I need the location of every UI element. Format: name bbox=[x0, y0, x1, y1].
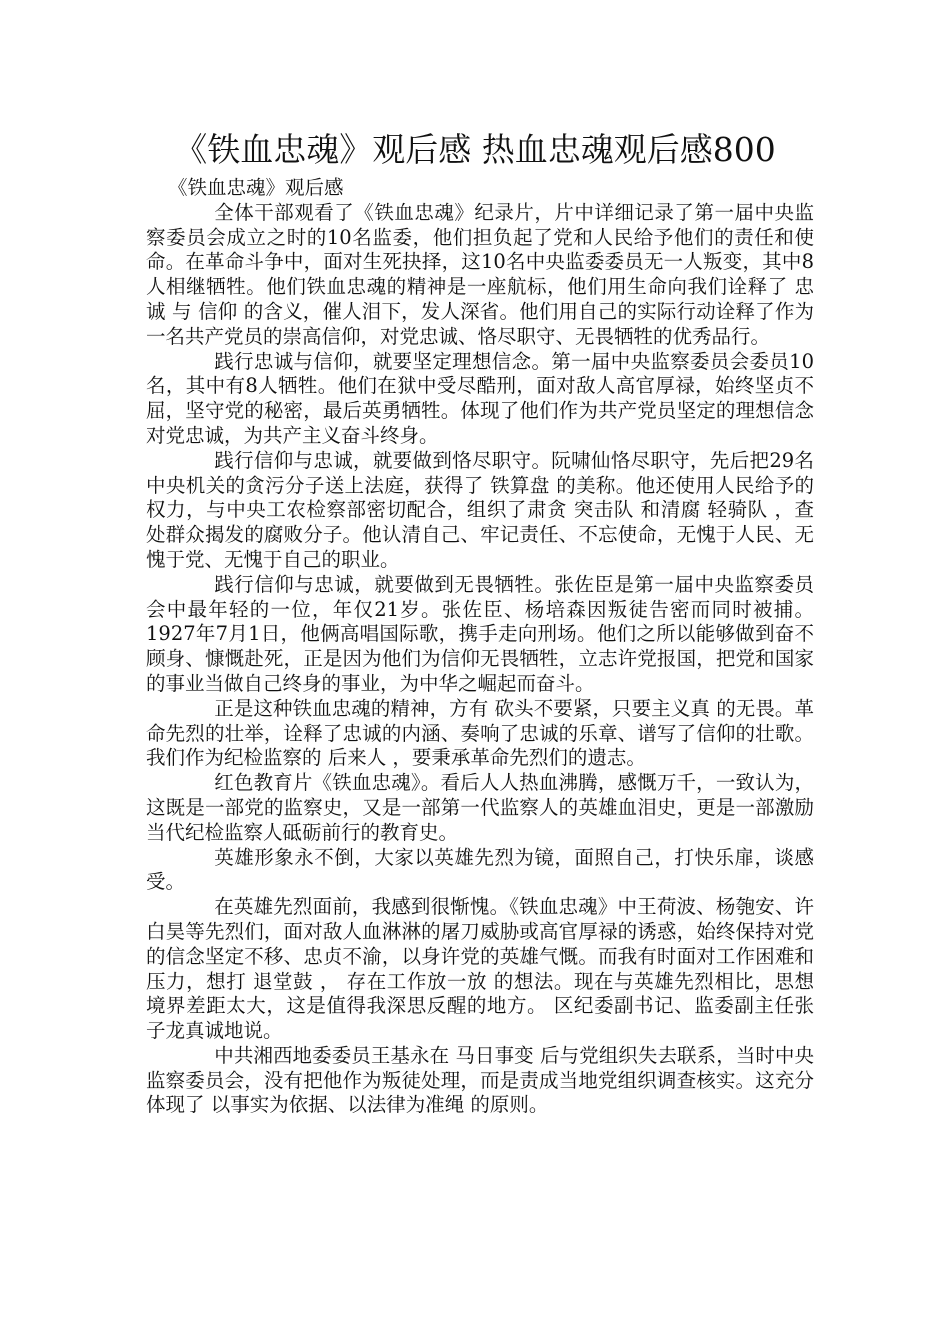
article-subtitle: 《铁血忠魂》观后感 bbox=[168, 176, 344, 199]
paragraph-6: 红色教育片《铁血忠魂》。看后人人热血沸腾，感慨万千，一致认为，这既是一部党的监察史，又是一部第一代监察人的英雄血泪史，更是一部激励当代纪检监察人砥砺前行的教育史。 bbox=[146, 771, 814, 844]
paragraph-3: 践行信仰与忠诚，就要做到恪尽职守。阮啸仙恪尽职守，先后把29名中央机关的贪污分子送上法庭，获得了 铁算盘 的美称。他还使用人民给予的权力，与中央工农检察部密切配合，组织了肃贪 突击队 和清腐 轻骑队 ，查处群众揭发的腐败分子。他认清自己、牢记责任、不忘使命，无愧于人民、无愧于党、无愧于自己的职业。 bbox=[146, 448, 814, 571]
paragraph-9: 中共湘西地委委员王基永在 马日事变 后与党组织失去联系，当时中央监察委员会，没有把他作为叛徒处理，而是责成当地党组织调查核实。这充分体现了 以事实为依据、以法律为准绳 的原则。 bbox=[146, 1043, 814, 1117]
paragraph-2: 践行忠诚与信仰，就要坚定理想信念。第一届中央监察委员会委员10名，其中有8人牺牲。他们在狱中受尽酷刑，面对敌人高官厚禄，始终坚贞不屈，坚守党的秘密，最后英勇牺牲。体现了他们作为共产党员坚定的理想信念 对党忠诚，为共产主义奋斗终身。 bbox=[146, 349, 814, 447]
page-title: 《铁血忠魂》观后感 热血忠魂观后感800 bbox=[174, 130, 776, 169]
paragraph-4: 践行信仰与忠诚，就要做到无畏牺牲。张佐臣是第一届中央监察委员会中最年轻的一位，年仅21岁。张佐臣、杨培森因叛徒告密而同时被捕。1927年7月1日，他俩高唱国际歌，携手走向刑场。他们之所以能够做到奋不顾身、慷慨赴死，正是因为他们为信仰无畏牺牲，立志许党报国，把党和国家的事业当做自己终身的事业，为中华之崛起而奋斗。 bbox=[146, 572, 814, 695]
paragraph-1: 全体干部观看了《铁血忠魂》纪录片，片中详细记录了第一届中央监察委员会成立之时的10名监委，他们担负起了党和人民给予他们的责任和使命。在革命斗争中，面对生死抉择，这10名中央监委委员无一人叛变，其中8人相继牺牲。他们铁血忠魂的精神是一座航标，他们用生命向我们诠释了 忠诚 与 信仰 的含义，催人泪下，发人深省。他们用自己的实际行动诠释了作为一名共产党员的崇高信仰，对党忠诚、恪尽职守、无畏牺牲的优秀品行。 bbox=[146, 200, 814, 348]
paragraph-5: 正是这种铁血忠魂的精神，方有 砍头不要紧，只要主义真 的无畏。革命先烈的壮举，诠释了忠诚的内涵、奏响了忠诚的乐章、谱写了信仰的壮歌。我们作为纪检监察的 后来人 ，要秉承革命先烈们的遗志。 bbox=[146, 696, 814, 770]
paragraph-7: 英雄形象永不倒，大家以英雄先烈为镜，面照自己，打快乐扉，谈感受。 bbox=[146, 845, 814, 894]
article-body bbox=[146, 176, 814, 1118]
paragraph-8: 在英雄先烈面前，我感到很惭愧。《铁血忠魂》中王荷波、杨匏安、许白昊等先烈们，面对敌人血淋淋的屠刀威胁或高官厚禄的诱惑，始终保持对党的信念坚定不移、忠贞不渝，以身许党的英雄气慨。而我有时面对工作困难和压力，想打 退堂鼓 ， 存在工作放一放 的想法。现在与英雄先烈相比，思想境界差距太大，这是值得我深思反醒的地方。 区纪委副书记、监委副主任张子龙真诚地说。 bbox=[146, 895, 814, 1043]
